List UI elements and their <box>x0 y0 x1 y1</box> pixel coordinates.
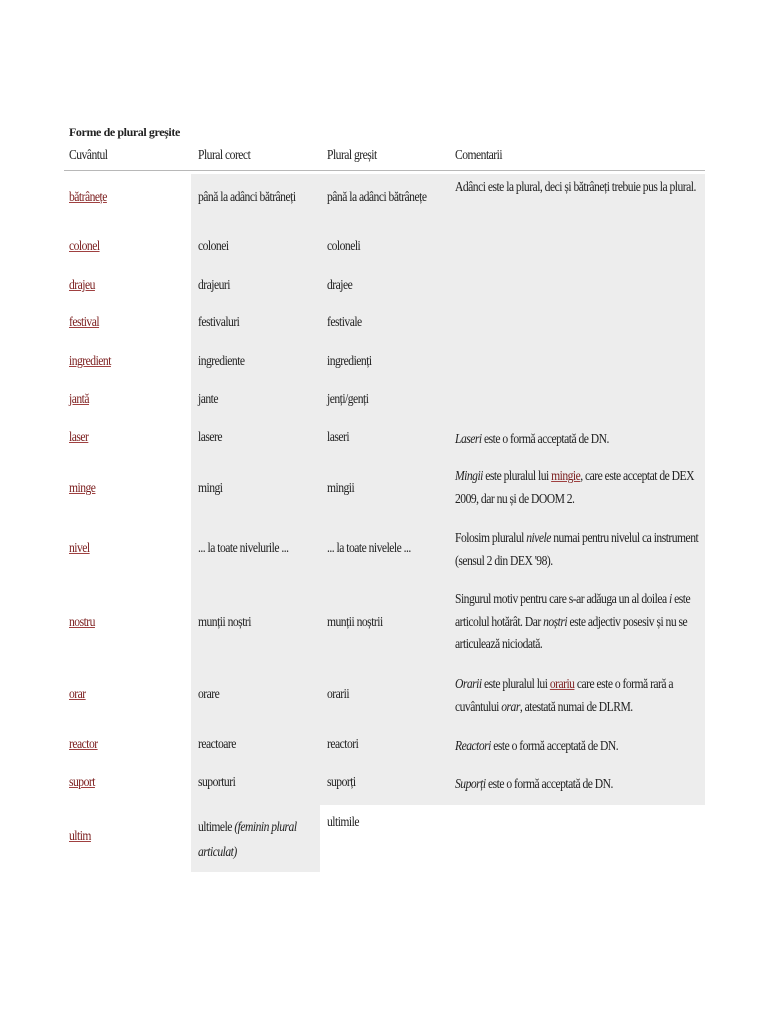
comment-segment: este adjectiv posesiv și nu se articulează niciodată. <box>455 613 688 651</box>
comment-link[interactable]: orariu <box>549 676 575 691</box>
word-link[interactable] <box>69 189 107 205</box>
correct-plural-text: reactoare <box>198 736 236 751</box>
word-link-text[interactable]: nostru <box>69 614 95 629</box>
word-link-text[interactable]: minge <box>69 480 96 495</box>
correct-plural <box>198 814 310 864</box>
correct-plural <box>198 391 218 407</box>
comment-segment: Reactori <box>455 738 491 753</box>
comment-segment: Orarii <box>455 676 482 691</box>
comment <box>455 773 704 796</box>
correct-plural <box>198 353 245 369</box>
wrong-plural-text: laseri <box>327 429 350 444</box>
comment <box>455 588 704 656</box>
wrong-plural-text: orarii <box>327 686 350 701</box>
correct-plural-text: drajeuri <box>198 277 230 292</box>
wrong-plural-text: ingredienți <box>327 353 372 368</box>
comment-segment: , care este acceptat de DEX 2009, dar nu și de DOOM 2. <box>455 468 694 506</box>
word-link[interactable] <box>69 353 111 369</box>
wrong-plural-text: ultimile <box>327 814 359 829</box>
correct-plural-text: suporturi <box>198 774 236 789</box>
comment-segment: orar <box>501 698 520 714</box>
wrong-plural-text: mingii <box>327 480 355 495</box>
comment-segment: este pluralul lui <box>482 468 552 483</box>
comment <box>455 176 704 199</box>
word-link[interactable] <box>69 686 86 702</box>
wrong-plural-text: jenți/genți <box>327 391 369 406</box>
wrong-plural <box>327 774 356 790</box>
correct-plural-text: jante <box>198 391 218 406</box>
wrong-plural-text: coloneli <box>327 238 361 253</box>
word-link[interactable] <box>69 391 89 407</box>
wrong-plural <box>327 480 354 496</box>
comment-segment: Mingii <box>455 468 483 483</box>
comment-segment: , atestată numai de DLRM. <box>519 698 633 714</box>
word-link[interactable] <box>69 614 95 630</box>
comment-segment: Laseri <box>455 431 482 446</box>
comment <box>455 735 704 758</box>
wrong-plural <box>327 314 362 330</box>
correct-plural <box>198 686 219 702</box>
word-link-text[interactable]: bătrânețe <box>69 189 107 204</box>
word-link[interactable] <box>69 277 95 293</box>
comment-segment: Adânci este la plural, deci și bătrâneți trebuie pus la plural. <box>455 179 696 194</box>
header-word: Cuvântul <box>69 147 108 162</box>
comment-segment: noștri <box>543 613 568 629</box>
wrong-plural <box>327 238 360 254</box>
correct-plural <box>198 540 289 556</box>
comment-segment: Folosim pluralul <box>455 530 527 545</box>
comment-segment: este o formă acceptată de DN. <box>485 776 613 791</box>
word-link-text[interactable]: jantă <box>69 391 89 406</box>
word-link-text[interactable]: nivel <box>69 540 90 555</box>
wrong-plural <box>327 353 372 369</box>
correct-plural <box>198 736 236 752</box>
correct-plural-text: colonei <box>198 238 229 253</box>
word-link[interactable] <box>69 774 95 790</box>
header-comments: Comentarii <box>455 147 503 162</box>
word-link-text[interactable]: ingredient <box>69 353 111 368</box>
comment-segment: este o formă acceptată de DN. <box>490 738 619 753</box>
comment-link[interactable]: mingie <box>551 468 581 483</box>
wrong-plural <box>327 814 359 830</box>
comment-segment: este pluralul lui <box>481 676 550 691</box>
word-link[interactable] <box>69 429 88 445</box>
word-link-text[interactable]: festival <box>69 314 100 329</box>
correct-plural <box>198 429 222 445</box>
correct-plural <box>198 238 229 254</box>
header-wrong: Plural greșit <box>327 147 377 162</box>
word-link-text[interactable]: suport <box>69 774 95 789</box>
header-rule <box>64 170 705 171</box>
correct-plural-text: munții noștri <box>198 614 251 629</box>
correct-plural <box>198 189 296 205</box>
word-link-text[interactable]: ultim <box>69 828 91 843</box>
correct-plural <box>198 480 223 496</box>
comment-segment: Suporți <box>455 776 486 791</box>
word-link[interactable] <box>69 828 91 844</box>
word-link[interactable] <box>69 480 95 496</box>
correct-plural-text: mingi <box>198 480 223 495</box>
wrong-plural <box>327 540 411 556</box>
comment-segment: numai pentru nivelul ca instrument (sensul 2 din DEX '98). <box>455 530 699 568</box>
table-caption: Forme de plural greșite <box>69 125 180 139</box>
wrong-plural-text: drajee <box>327 277 353 292</box>
comment <box>455 465 704 510</box>
wrong-plural-text: suporți <box>327 774 356 789</box>
word-link-text[interactable]: laser <box>69 429 89 444</box>
header-correct: Plural corect <box>198 147 251 162</box>
wrong-plural <box>327 686 349 702</box>
wrong-plural <box>327 277 352 293</box>
wrong-plural <box>327 189 426 205</box>
word-link[interactable] <box>69 736 98 752</box>
word-link-text[interactable]: orar <box>69 686 86 701</box>
word-link-text[interactable]: reactor <box>69 736 98 751</box>
correct-plural-text: lasere <box>198 429 222 444</box>
comment <box>455 673 704 718</box>
word-link-text[interactable]: colonel <box>69 238 100 253</box>
wrong-plural-text: reactori <box>327 736 359 751</box>
comment <box>455 527 704 572</box>
correct-plural <box>198 277 230 293</box>
correct-plural-text: festivaluri <box>198 314 240 329</box>
wrong-plural-text: munții noștrii <box>327 614 383 629</box>
wrong-plural <box>327 614 383 630</box>
correct-plural-note: (feminin plural articulat) <box>198 819 297 859</box>
comment-segment: care este o formă rară a cuvântului <box>455 676 674 714</box>
wrong-plural <box>327 391 368 407</box>
word-link-text[interactable]: drajeu <box>69 277 95 292</box>
correct-plural-text: ultimele <box>198 819 232 834</box>
comment-segment: este articolul hotărât. Dar <box>455 591 691 629</box>
correct-plural <box>198 314 239 330</box>
wrong-plural <box>327 736 358 752</box>
comment-segment: este o formă acceptată de DN. <box>481 431 609 446</box>
word-link[interactable] <box>69 314 99 330</box>
wrong-plural-text: ... la toate nivelele ... <box>327 540 411 555</box>
correct-plural-text: până la adânci bătrâneți <box>198 189 296 204</box>
wrong-plural-text: până la adânci bătrânețe <box>327 189 427 204</box>
comment-segment: i <box>669 591 672 606</box>
correct-plural-text: orare <box>198 686 220 701</box>
comment-segment: Singurul motiv pentru care s-ar adăuga un al doilea <box>455 591 670 606</box>
wrong-plural-text: festivale <box>327 314 362 329</box>
comment-segment: nivele <box>526 530 551 545</box>
correct-plural <box>198 614 251 630</box>
comment <box>455 428 704 451</box>
word-link[interactable] <box>69 540 90 556</box>
correct-plural-text: ... la toate nivelurile ... <box>198 540 289 555</box>
word-link[interactable] <box>69 238 100 254</box>
wrong-plural <box>327 429 349 445</box>
correct-plural-text: ingrediente <box>198 353 245 368</box>
correct-plural <box>198 774 235 790</box>
